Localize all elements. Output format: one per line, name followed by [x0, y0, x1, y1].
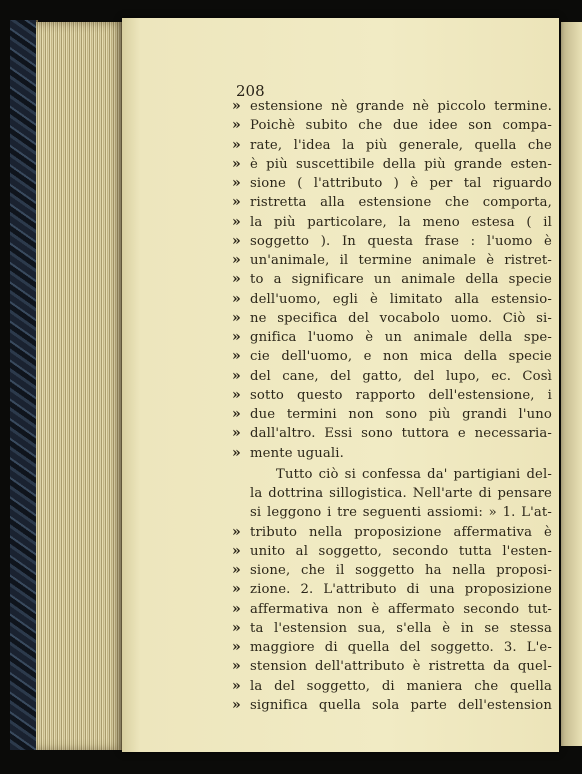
- text-line: [232, 213, 552, 232]
- quotation-mark: »: [232, 677, 241, 694]
- line-text: due termini non sono più grandi l'uno: [250, 407, 552, 422]
- text-line: [232, 155, 552, 174]
- quotation-mark: »: [232, 639, 241, 655]
- line-text: Tutto ciò si confessa da' partigiani del-: [276, 466, 552, 482]
- quotation-mark: »: [232, 367, 241, 384]
- quotation-mark: »: [232, 290, 241, 307]
- line-text: mente uguali.: [250, 445, 344, 461]
- text-line: [232, 561, 552, 580]
- line-text: è più suscettibile della più grande esten-: [250, 156, 552, 172]
- quotation-mark: »: [232, 523, 241, 540]
- book-cover-edge: [10, 20, 38, 750]
- line-text: ristretta alla estensione che comporta,: [250, 195, 552, 211]
- line-text: rate, l'idea la più generale, quella che: [250, 137, 552, 153]
- text-line: [232, 270, 552, 289]
- line-text: gnifica l'uomo è un animale della spe-: [250, 330, 552, 345]
- line-text: estensione nè grande nè piccolo termine.: [250, 99, 552, 114]
- quotation-mark: »: [232, 98, 241, 114]
- quotation-mark: »: [232, 136, 241, 153]
- text-line: [232, 405, 552, 424]
- quotation-mark: »: [232, 619, 241, 636]
- line-text: affermativa non è affermato secondo tut-: [250, 601, 552, 617]
- text-line: [232, 619, 552, 638]
- line-text: zione. 2. L'attributo di una proposizione: [250, 582, 552, 598]
- text-line: [232, 328, 552, 347]
- quotation-mark: »: [232, 444, 241, 461]
- quotation-mark: »: [232, 252, 241, 268]
- text-line: [232, 677, 552, 696]
- text-line: [232, 136, 552, 155]
- text-line: [232, 523, 552, 542]
- text-line: [232, 484, 552, 503]
- line-text: to a significare un animale della specie: [250, 272, 552, 288]
- page-text: [232, 97, 552, 715]
- line-text: sotto questo rapporto dell'estensione, i: [250, 387, 552, 403]
- text-line: [232, 503, 552, 522]
- quotation-mark: »: [232, 658, 241, 675]
- facing-page-edge: [561, 22, 582, 746]
- quotation-mark: »: [232, 213, 241, 230]
- text-line: [232, 116, 552, 135]
- text-line: [232, 309, 552, 328]
- line-text: sione, che il soggetto ha nella proposi-: [250, 563, 552, 578]
- text-line: [232, 347, 552, 366]
- line-text: stension dell'attributo è ristretta da quel-: [250, 659, 552, 675]
- quotation-mark: »: [232, 175, 241, 191]
- quotation-mark: »: [232, 600, 241, 617]
- quotation-mark: »: [232, 309, 241, 326]
- line-text: del cane, del gatto, del lupo, ec. Così: [250, 368, 552, 384]
- line-text: un'animale, il termine animale è ristret-: [250, 253, 552, 268]
- quotation-mark: »: [232, 425, 241, 442]
- page-number: 208: [236, 82, 265, 100]
- line-text: la dottrina sillogistica. Nell'arte di pensare: [250, 486, 552, 501]
- line-text: significa quella sola parte dell'estension: [250, 697, 552, 713]
- text-line: [232, 193, 552, 212]
- text-line: [232, 580, 552, 599]
- quotation-mark: »: [232, 271, 241, 288]
- quotation-mark: »: [232, 194, 241, 211]
- text-line: [232, 386, 552, 405]
- line-text: la del soggetto, di maniera che quella: [250, 678, 552, 694]
- quotation-mark: »: [232, 348, 241, 365]
- quotation-mark: »: [232, 386, 241, 403]
- line-text: ta l'estension sua, s'ella è in se stessa: [250, 620, 552, 636]
- line-text: cie dell'uomo, e non mica della specie: [250, 349, 552, 365]
- text-line: [232, 97, 552, 116]
- quotation-mark: »: [232, 542, 241, 559]
- quotation-mark: »: [232, 155, 241, 172]
- line-text: dall'altro. Essi sono tuttora e necessaria-: [250, 426, 552, 442]
- line-text: Poichè subito che due idee son compa-: [250, 118, 552, 134]
- line-text: unito al soggetto, secondo tutta l'esten-: [250, 543, 552, 559]
- page-edges: [36, 22, 124, 750]
- text-line: [232, 465, 552, 484]
- text-line: [232, 542, 552, 561]
- text-line: [232, 174, 552, 193]
- quotation-mark: »: [232, 562, 241, 578]
- line-text: si leggono i tre seguenti assiomi: » 1. L'at-: [250, 505, 552, 521]
- text-line: [232, 424, 552, 443]
- text-line: [232, 657, 552, 676]
- text-line: [232, 251, 552, 270]
- quotation-mark: »: [232, 406, 241, 422]
- quotation-mark: »: [232, 232, 241, 249]
- quotation-mark: »: [232, 581, 241, 598]
- line-text: la più particolare, la meno estesa ( il: [250, 214, 552, 230]
- quotation-mark: »: [232, 329, 241, 345]
- line-text: tributo nella proposizione affermativa è: [250, 524, 552, 540]
- text-line: [232, 232, 552, 251]
- line-text: maggiore di quella del soggetto. 3. L'e-: [250, 640, 552, 655]
- text-line: [232, 638, 552, 657]
- line-text: soggetto ). In questa frase : l'uomo è: [250, 233, 552, 249]
- text-line: [232, 600, 552, 619]
- text-line: [232, 444, 552, 463]
- text-line: [232, 696, 552, 715]
- text-line: [232, 290, 552, 309]
- line-text: sione ( l'attributo ) è per tal riguardo: [250, 176, 552, 191]
- quotation-mark: »: [232, 696, 241, 713]
- text-line: [232, 367, 552, 386]
- line-text: ne specifica del vocabolo uomo. Ciò si-: [250, 310, 552, 326]
- line-text: dell'uomo, egli è limitato alla estensio-: [250, 291, 552, 307]
- quotation-mark: »: [232, 117, 241, 134]
